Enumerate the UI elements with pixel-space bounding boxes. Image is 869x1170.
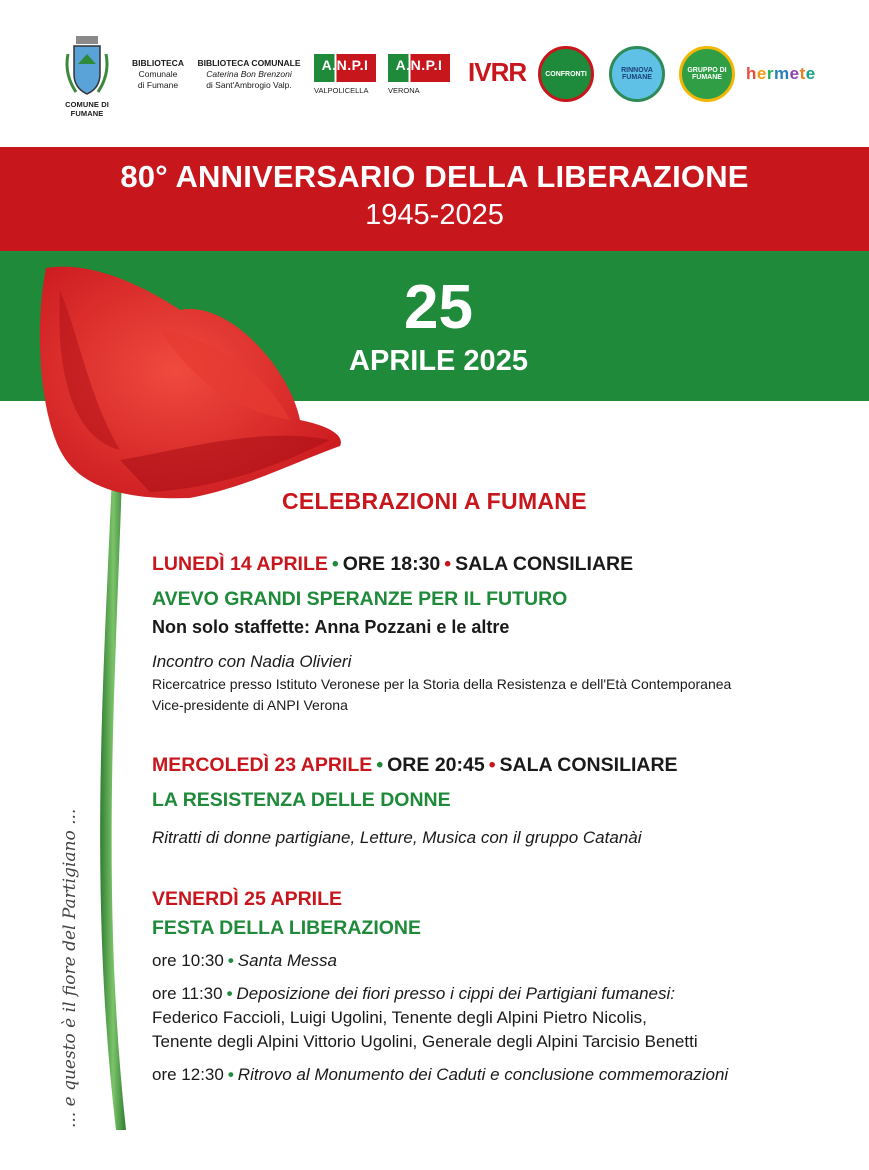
logo-strip: [0, 0, 869, 135]
event-3-item-1: [152, 949, 852, 973]
biblioteca1-line1: BIBLIOTECA: [132, 58, 184, 68]
event-1-place: SALA CONSILIARE: [455, 553, 634, 575]
event-3-item-3-time: ore 12:30: [152, 1065, 224, 1084]
anpi-valpolicella-logo: [314, 54, 378, 95]
event-2-place: SALA CONSILIARE: [499, 754, 678, 776]
comune-crest-logo: [48, 34, 126, 118]
event-3-header: [152, 888, 852, 911]
confronti-logo: CONFRONTI: [538, 46, 594, 102]
event-3-item-2-time: ore 11:30: [152, 984, 223, 1003]
anniversary-banner: [0, 147, 869, 251]
event-3-item-1-text: Santa Messa: [237, 951, 338, 970]
bullet-icon: •: [444, 553, 452, 575]
biblioteca-fumane-logo: [132, 58, 184, 91]
event-2-date: MERCOLEDÌ 23 APRILE: [152, 754, 373, 776]
partisan-names-2: Tenente degli Alpini Vittorio Ugolini, Generale degli Alpini Tarcisio Benetti: [152, 1032, 698, 1051]
poppy-quote: ... e questo è il fiore del Partigiano ...: [60, 808, 80, 1128]
anpi-flag-icon: [388, 54, 450, 82]
biblioteca2-line3: di Sant'Ambrogio Valp.: [206, 80, 292, 90]
bullet-icon: •: [227, 951, 234, 970]
anpi-verona-logo: [388, 54, 452, 95]
crest-icon: [64, 34, 110, 98]
event-1-desc-2: Vice-presidente di ANPI Verona: [152, 697, 348, 713]
event-2-time: ORE 20:45: [387, 754, 485, 776]
anniversary-title: 80° ANNIVERSARIO DELLA LIBERAZIONE: [120, 159, 749, 194]
event-1-time: ORE 18:30: [342, 553, 441, 575]
comune-label: COMUNE DI FUMANE: [65, 100, 109, 118]
event-3-title: FESTA DELLA LIBERAZIONE: [152, 917, 422, 939]
anpi2-name: A.N.P.I: [395, 57, 443, 73]
event-1-title: AVEVO GRANDI SPERANZE PER IL FUTURO: [152, 588, 568, 610]
bullet-icon: •: [376, 754, 384, 776]
event-2-title: LA RESISTENZA DELLE DONNE: [152, 789, 451, 811]
event-3-item-3-text: Ritrovo al Monumento dei Caduti e conclusione commemorazioni: [237, 1065, 729, 1084]
event-2-header: [152, 754, 852, 777]
program: [152, 480, 852, 1087]
gruppo-fumane-logo: GRUPPO DI FUMANE: [679, 46, 735, 102]
bullet-icon: •: [331, 553, 339, 575]
event-3-date: VENERDÌ 25 APRILE: [152, 888, 342, 910]
rinnova-fumane-logo: RINNOVA FUMANE: [609, 46, 665, 102]
event-3-item-2: [152, 982, 852, 1006]
biblioteca2-line1: BIBLIOTECA COMUNALE: [197, 58, 301, 68]
anpi2-sub: VERONA: [388, 86, 420, 95]
event-1-subtitle: Non solo staffette: Anna Pozzani e le altre: [152, 617, 510, 637]
date-month-year: APRILE 2025: [349, 345, 528, 377]
event-1-desc-1: Ricercatrice presso Istituto Veronese per la Storia della Resistenza e dell'Età Contemporanea: [152, 676, 732, 692]
bullet-icon: •: [227, 1065, 234, 1084]
event-1-date: LUNEDÌ 14 APRILE: [152, 553, 328, 575]
anpi1-sub: VALPOLICELLA: [314, 86, 369, 95]
anpi-flag-icon: [314, 54, 376, 82]
program-heading: CELEBRAZIONI A FUMANE: [282, 488, 587, 514]
biblioteca1-line3: di Fumane: [137, 80, 179, 90]
biblioteca2-line2: Caterina Bon Brenzoni: [206, 69, 292, 79]
event-1-guest: Incontro con Nadia Olivieri: [152, 652, 352, 671]
biblioteca-santambrogio-logo: [196, 58, 302, 91]
event-2-detail: Ritratti di donne partigiane, Letture, Musica con il gruppo Catanài: [152, 828, 642, 847]
hermete-logo: hermete: [746, 64, 816, 83]
bullet-icon: •: [226, 984, 233, 1003]
event-3-item-2-text: Deposizione dei fiori presso i cippi dei Partigiani fumanesi:: [236, 984, 675, 1003]
anpi1-name: A.N.P.I: [321, 57, 369, 73]
partisan-names-1: Federico Faccioli, Luigi Ugolini, Tenente degli Alpini Pietro Nicolis,: [152, 1008, 647, 1027]
event-3-item-1-time: ore 10:30: [152, 951, 224, 970]
anniversary-years: 1945-2025: [365, 199, 504, 231]
bullet-icon: •: [488, 754, 496, 776]
event-1-header: [152, 553, 852, 576]
date-day: 25: [404, 273, 473, 342]
ivrr-logo: IVRR: [468, 57, 527, 87]
biblioteca1-line2: Comunale: [138, 69, 178, 79]
event-3-item-3: [152, 1063, 852, 1087]
